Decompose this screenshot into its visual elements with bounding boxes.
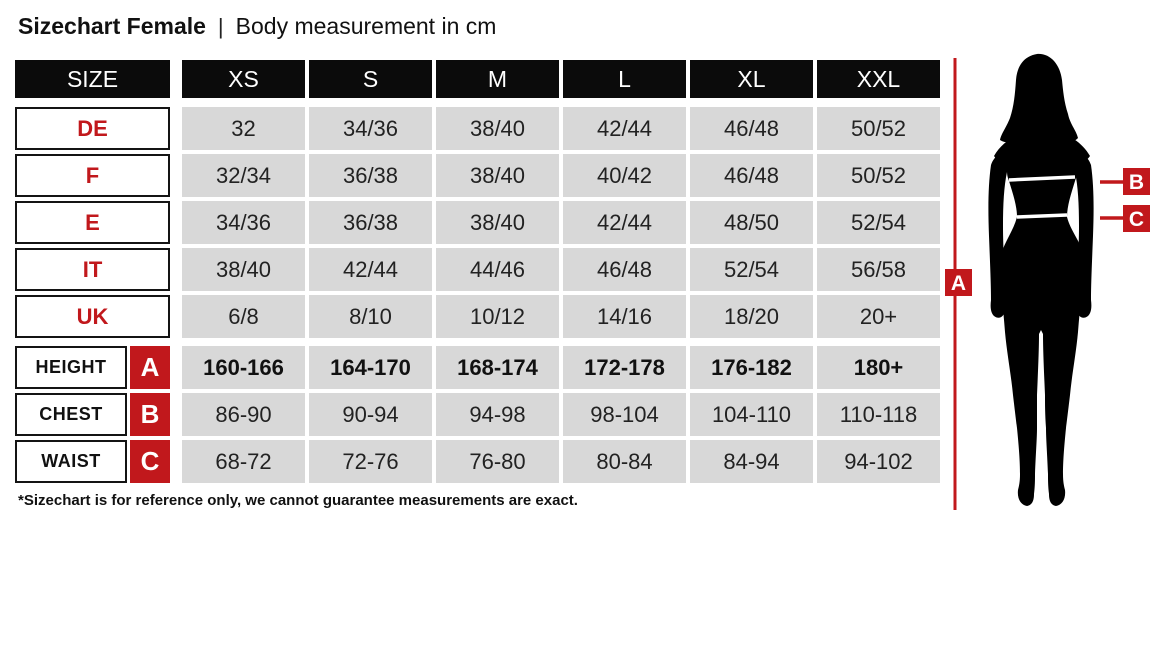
country-row-e <box>15 201 940 244</box>
size-value-cell: 36/38 <box>309 201 432 244</box>
measurement-value-cell: 160-166 <box>182 346 305 389</box>
country-label: UK <box>15 295 170 338</box>
measurement-letter-badge: A <box>130 346 170 389</box>
measurement-value-cell: 86-90 <box>182 393 305 436</box>
measurement-row-height <box>15 346 940 389</box>
size-column-header: XS <box>182 60 305 98</box>
size-value-cell: 20+ <box>817 295 940 338</box>
size-column-header: SIZE <box>15 60 170 98</box>
measurement-label: WAIST <box>15 440 127 483</box>
country-label: DE <box>15 107 170 150</box>
figure-hair <box>1000 54 1078 143</box>
measurement-value-cell: 72-76 <box>309 440 432 483</box>
size-column-header: S <box>309 60 432 98</box>
measurement-value-cell: 164-170 <box>309 346 432 389</box>
measurement-value-cell: 84-94 <box>690 440 813 483</box>
size-value-cell: 8/10 <box>309 295 432 338</box>
size-value-cell: 38/40 <box>182 248 305 291</box>
measurement-label: HEIGHT <box>15 346 127 389</box>
size-value-cell: 34/36 <box>309 107 432 150</box>
height-label-a: A <box>950 272 967 295</box>
measurement-value-cell: 172-178 <box>563 346 686 389</box>
size-value-cell: 18/20 <box>690 295 813 338</box>
measurement-value-cell: 68-72 <box>182 440 305 483</box>
size-value-cell: 56/58 <box>817 248 940 291</box>
measurement-row-chest <box>15 393 940 436</box>
figure-silhouette <box>994 130 1090 506</box>
size-value-cell: 52/54 <box>817 201 940 244</box>
country-row-it <box>15 248 940 291</box>
measurement-label-group <box>15 393 170 436</box>
measurement-value-cell: 168-174 <box>436 346 559 389</box>
measurement-value-cell: 80-84 <box>563 440 686 483</box>
size-value-cell: 42/44 <box>309 248 432 291</box>
size-value-cell: 48/50 <box>690 201 813 244</box>
country-row-f <box>15 154 940 197</box>
size-value-cell: 32 <box>182 107 305 150</box>
country-row-de <box>15 107 940 150</box>
size-column-header: M <box>436 60 559 98</box>
country-label: IT <box>15 248 170 291</box>
size-value-cell: 38/40 <box>436 201 559 244</box>
figure-svg <box>940 50 1169 530</box>
waist-label-c: C <box>1128 208 1145 231</box>
size-value-cell: 50/52 <box>817 154 940 197</box>
measurement-letter-badge: B <box>130 393 170 436</box>
size-value-cell: 50/52 <box>817 107 940 150</box>
size-value-cell: 52/54 <box>690 248 813 291</box>
size-value-cell: 32/34 <box>182 154 305 197</box>
size-value-cell: 10/12 <box>436 295 559 338</box>
size-value-cell: 38/40 <box>436 107 559 150</box>
title-main: Sizechart Female <box>18 13 206 39</box>
size-value-cell: 14/16 <box>563 295 686 338</box>
country-label: F <box>15 154 170 197</box>
measurement-letter-badge: C <box>130 440 170 483</box>
measurement-value-cell: 90-94 <box>309 393 432 436</box>
measurement-label-group <box>15 440 170 483</box>
measurement-value-cell: 76-80 <box>436 440 559 483</box>
measurement-value-cell: 94-98 <box>436 393 559 436</box>
measurement-row-waist <box>15 440 940 483</box>
size-column-header: XL <box>690 60 813 98</box>
body-measurement-figure <box>940 50 1169 530</box>
size-value-cell: 42/44 <box>563 201 686 244</box>
footnote-text: *Sizechart is for reference only, we cannot guarantee measurements are exact. <box>18 492 578 509</box>
country-label: E <box>15 201 170 244</box>
measurement-value-cell: 110-118 <box>817 393 940 436</box>
measurement-label-group <box>15 346 170 389</box>
size-value-cell: 46/48 <box>563 248 686 291</box>
size-value-cell: 34/36 <box>182 201 305 244</box>
size-value-cell: 6/8 <box>182 295 305 338</box>
country-row-uk <box>15 295 940 338</box>
size-value-cell: 38/40 <box>436 154 559 197</box>
country-rows <box>15 107 940 338</box>
size-value-cell: 42/44 <box>563 107 686 150</box>
chest-label-b: B <box>1128 171 1145 194</box>
size-value-cell: 40/42 <box>563 154 686 197</box>
size-value-cell: 46/48 <box>690 154 813 197</box>
measurement-value-cell: 176-182 <box>690 346 813 389</box>
sizechart-table <box>15 60 940 487</box>
size-value-cell: 36/38 <box>309 154 432 197</box>
size-column-header: XXL <box>817 60 940 98</box>
size-value-cell: 44/46 <box>436 248 559 291</box>
measurement-value-cell: 180+ <box>817 346 940 389</box>
page-title <box>18 13 496 40</box>
measurement-value-cell: 98-104 <box>563 393 686 436</box>
size-value-cell: 46/48 <box>690 107 813 150</box>
title-subtitle: Body measurement in cm <box>235 13 497 39</box>
table-header-row <box>15 60 940 98</box>
waist-measure-line <box>1017 215 1067 217</box>
measurement-value-cell: 94-102 <box>817 440 940 483</box>
measurement-label: CHEST <box>15 393 127 436</box>
measurement-rows <box>15 346 940 483</box>
title-separator: | <box>217 14 224 39</box>
measurement-value-cell: 104-110 <box>690 393 813 436</box>
size-column-header: L <box>563 60 686 98</box>
